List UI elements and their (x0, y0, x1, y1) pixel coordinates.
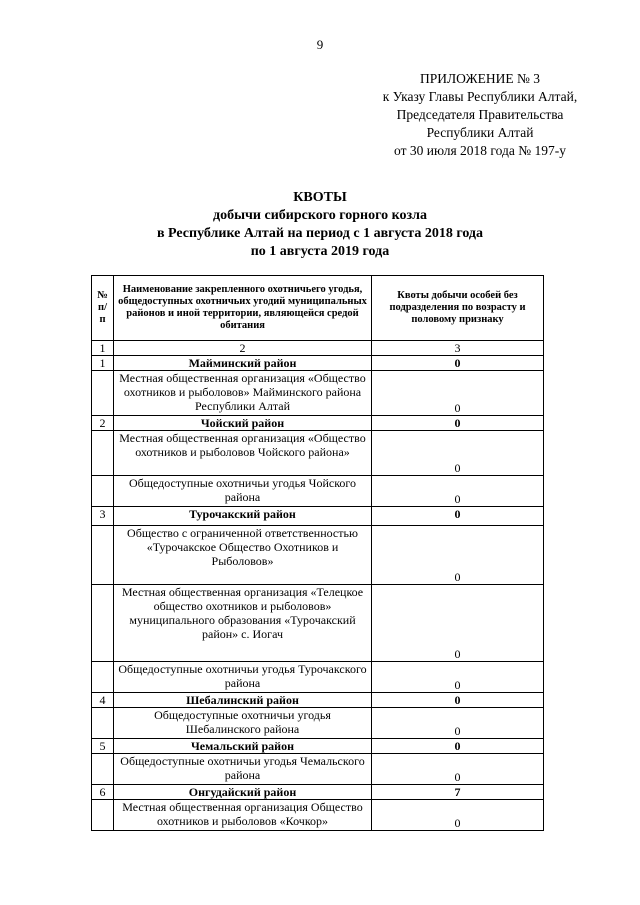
row-number (92, 800, 114, 831)
row-quota: 0 (372, 693, 544, 708)
column-number: 1 (92, 341, 114, 356)
header-number: № п/п (92, 276, 114, 341)
row-quota: 0 (372, 739, 544, 754)
row-quota: 0 (372, 800, 544, 831)
header-name: Наименование закрепленного охотничьего угодья, общедоступных охотничьих угодий муниципальных районов и иной территории, являющейся средой обитания (114, 276, 372, 341)
appendix-line: ПРИЛОЖЕНИЕ № 3 (419, 71, 541, 86)
row-name: Шебалинский район (114, 693, 372, 708)
column-numbers-row (92, 341, 544, 356)
row-quota: 0 (372, 476, 544, 507)
appendix-line: к Указу Главы Республики Алтай, (382, 89, 578, 104)
row-name: Местная общественная организация «Общество охотников и рыболовов» Майминского района Республики Алтай (114, 371, 372, 416)
row-name: Местная общественная организация Общество охотников и рыболовов «Кочкор» (114, 800, 372, 831)
row-number: 5 (92, 739, 114, 754)
table-row (92, 662, 544, 693)
row-name: Чойский район (114, 416, 372, 431)
district-row (92, 356, 544, 371)
appendix-line: от 30 июля 2018 года № 197-у (394, 143, 566, 158)
row-number (92, 754, 114, 785)
row-quota: 0 (372, 662, 544, 693)
table-row (92, 708, 544, 739)
row-number (92, 662, 114, 693)
row-number: 3 (92, 507, 114, 526)
title-line: по 1 августа 2019 года (250, 244, 390, 259)
title-line: добычи сибирского горного козла (213, 208, 427, 223)
appendix-line: Республики Алтай (426, 125, 534, 140)
row-name: Майминский район (114, 356, 372, 371)
row-quota: 7 (372, 785, 544, 800)
page-number: 9 (316, 37, 324, 52)
table-row (92, 371, 544, 416)
row-name: Местная общественная организация «Телецкое общество охотников и рыболовов» муниципального образования «Турочакский район» с. Иогач (114, 585, 372, 662)
row-number (92, 585, 114, 662)
row-name: Онгудайский район (114, 785, 372, 800)
row-number (92, 708, 114, 739)
table-row (92, 476, 544, 507)
district-row (92, 739, 544, 754)
row-number: 6 (92, 785, 114, 800)
row-name: Турочакский район (114, 507, 372, 526)
row-name: Общество с ограниченной ответственностью «Турочакское Общество Охотников и Рыболовов» (114, 526, 372, 585)
row-number: 4 (92, 693, 114, 708)
row-name: Общедоступные охотничьи угодья Турочакского района (114, 662, 372, 693)
quota-table (91, 275, 544, 831)
district-row (92, 693, 544, 708)
appendix-header (330, 70, 630, 160)
appendix-line: Председателя Правительства (396, 107, 564, 122)
row-number (92, 526, 114, 585)
table-row (92, 526, 544, 585)
row-name: Общедоступные охотничьи угодья Шебалинского района (114, 708, 372, 739)
row-number (92, 371, 114, 416)
row-number: 1 (92, 356, 114, 371)
table-row (92, 431, 544, 476)
district-row (92, 416, 544, 431)
column-number: 2 (114, 341, 372, 356)
header-quota: Квоты добычи особей без подразделения по возрасту и половому признаку (372, 276, 544, 341)
row-quota: 0 (372, 431, 544, 476)
row-name: Общедоступные охотничьи угодья Чемальского района (114, 754, 372, 785)
row-quota: 0 (372, 526, 544, 585)
district-row (92, 785, 544, 800)
table-row (92, 800, 544, 831)
district-row (92, 507, 544, 526)
row-quota: 0 (372, 585, 544, 662)
row-number (92, 431, 114, 476)
row-quota: 0 (372, 371, 544, 416)
title-line: КВОТЫ (293, 190, 347, 205)
row-name: Общедоступные охотничьи угодья Чойского района (114, 476, 372, 507)
title-line: в Республике Алтай на период с 1 августа 2018 года (156, 226, 484, 241)
document-title (0, 189, 640, 261)
row-quota: 0 (372, 356, 544, 371)
table-row (92, 585, 544, 662)
row-name: Чемальский район (114, 739, 372, 754)
row-quota: 0 (372, 416, 544, 431)
row-name: Местная общественная организация «Общество охотников и рыболовов Чойского района» (114, 431, 372, 476)
row-number: 2 (92, 416, 114, 431)
column-number: 3 (372, 341, 544, 356)
table-header-row (92, 276, 544, 341)
table-row (92, 754, 544, 785)
row-quota: 0 (372, 754, 544, 785)
row-quota: 0 (372, 507, 544, 526)
row-number (92, 476, 114, 507)
row-quota: 0 (372, 708, 544, 739)
